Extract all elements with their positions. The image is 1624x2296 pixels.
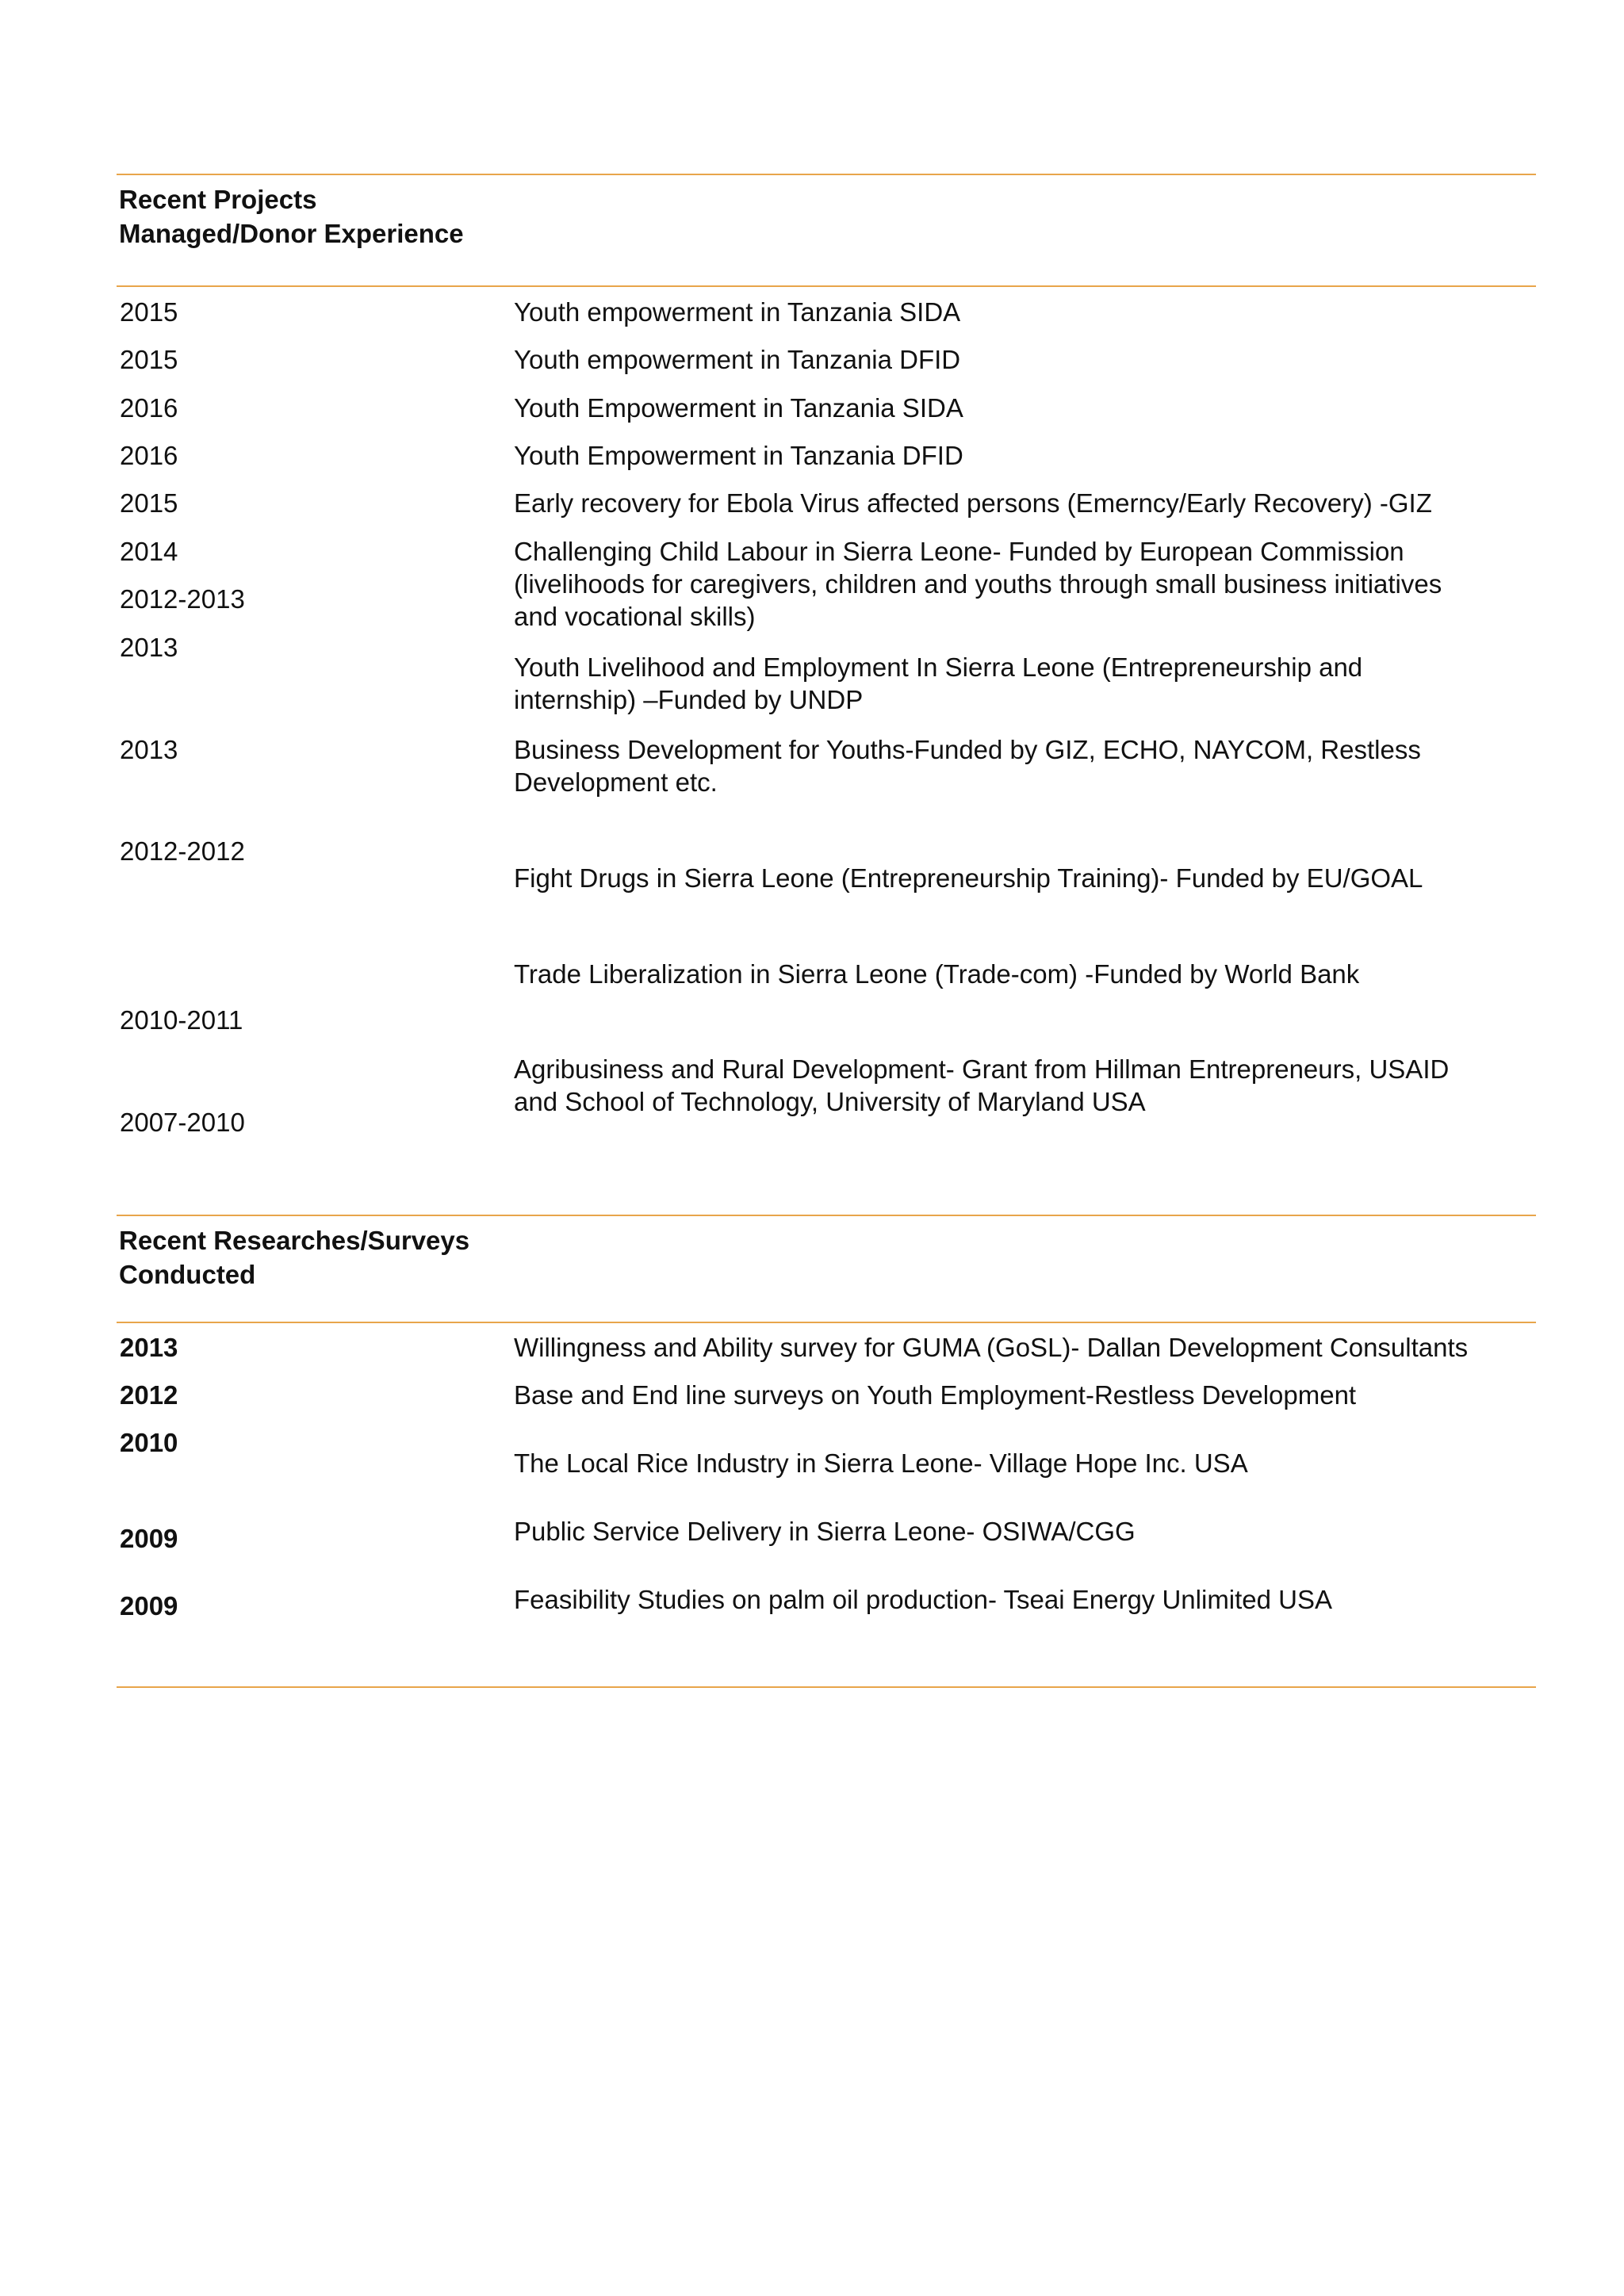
project-description	[514, 1053, 1449, 1118]
project-year: 2014	[120, 537, 178, 566]
research-year: 2010	[120, 1428, 178, 1457]
projects-heading-line1: Recent Projects	[119, 185, 317, 214]
description-line: Youth empowerment in Tanzania DFID	[514, 345, 961, 374]
project-description	[514, 862, 1423, 894]
description-line: internship) –Funded by UNDP	[514, 685, 864, 714]
research-year: 2009	[120, 1591, 178, 1621]
research-heading	[119, 1223, 469, 1292]
description-line: and vocational skills)	[514, 602, 756, 631]
research-year: 2013	[120, 1333, 178, 1362]
project-description	[514, 535, 1442, 633]
description-line: and School of Technology, University of Maryland USA	[514, 1087, 1146, 1116]
project-year: 2007-2010	[120, 1108, 245, 1137]
description-line: Development etc.	[514, 767, 718, 797]
project-year: 2012-2012	[120, 836, 245, 866]
project-description	[514, 958, 1359, 990]
description-line: Youth Livelihood and Employment In Sierra Leone (Entrepreneurship and	[514, 652, 1363, 682]
section-top-rule	[117, 174, 1536, 175]
projects-heading-rule	[117, 285, 1536, 287]
description-line: Challenging Child Labour in Sierra Leone- Funded by European Commission	[514, 537, 1404, 566]
research-description: Willingness and Ability survey for GUMA (GoSL)- Dallan Development Consultants	[514, 1333, 1469, 1362]
research-heading-rule	[117, 1322, 1536, 1323]
project-year: 2015	[120, 297, 178, 327]
section-bottom-rule	[117, 1686, 1536, 1688]
description-line: Trade Liberalization in Sierra Leone (Trade-com) -Funded by World Bank	[514, 959, 1360, 989]
research-heading-line2: Conducted	[119, 1260, 256, 1289]
description-line: Youth Empowerment in Tanzania DFID	[514, 441, 963, 470]
project-year: 2010-2011	[120, 1005, 243, 1035]
research-description: Public Service Delivery in Sierra Leone- OSIWA/CGG	[514, 1517, 1136, 1546]
project-year: 2015	[120, 488, 178, 518]
research-description: Base and End line surveys on Youth Employment-Restless Development	[514, 1380, 1357, 1410]
project-description	[514, 651, 1362, 716]
description-line: Agribusiness and Rural Development- Grant from Hillman Entrepreneurs, USAID	[514, 1054, 1450, 1084]
research-top-rule	[117, 1215, 1536, 1216]
description-line: Early recovery for Ebola Virus affected persons (Emerncy/Early Recovery) -GIZ	[514, 488, 1432, 518]
research-description: Feasibility Studies on palm oil production- Tseai Energy Unlimited USA	[514, 1585, 1333, 1614]
project-description	[514, 343, 960, 376]
project-year: 2012-2013	[120, 584, 245, 614]
project-description	[514, 296, 960, 328]
projects-heading	[119, 182, 464, 251]
description-line: Fight Drugs in Sierra Leone (Entrepreneurship Training)- Funded by EU/GOAL	[514, 863, 1423, 893]
description-line: Youth Empowerment in Tanzania SIDA	[514, 393, 963, 423]
project-year: 2013	[120, 633, 178, 662]
description-line: Business Development for Youths-Funded by GIZ, ECHO, NAYCOM, Restless	[514, 735, 1421, 764]
research-description: The Local Rice Industry in Sierra Leone- Village Hope Inc. USA	[514, 1448, 1248, 1478]
project-description	[514, 392, 963, 424]
research-year: 2009	[120, 1524, 178, 1553]
project-year: 2015	[120, 345, 178, 374]
project-description	[514, 439, 963, 472]
description-line: (livelihoods for caregivers, children and youths through small business initiatives	[514, 569, 1442, 599]
project-description	[514, 733, 1421, 798]
description-line: Youth empowerment in Tanzania SIDA	[514, 297, 961, 327]
project-year: 2016	[120, 441, 178, 470]
research-year: 2012	[120, 1380, 178, 1410]
projects-heading-line2: Managed/Donor Experience	[119, 219, 464, 248]
project-description	[514, 487, 1432, 519]
research-heading-line1: Recent Researches/Surveys	[119, 1226, 470, 1255]
project-year: 2013	[120, 735, 178, 764]
project-year: 2016	[120, 393, 178, 423]
